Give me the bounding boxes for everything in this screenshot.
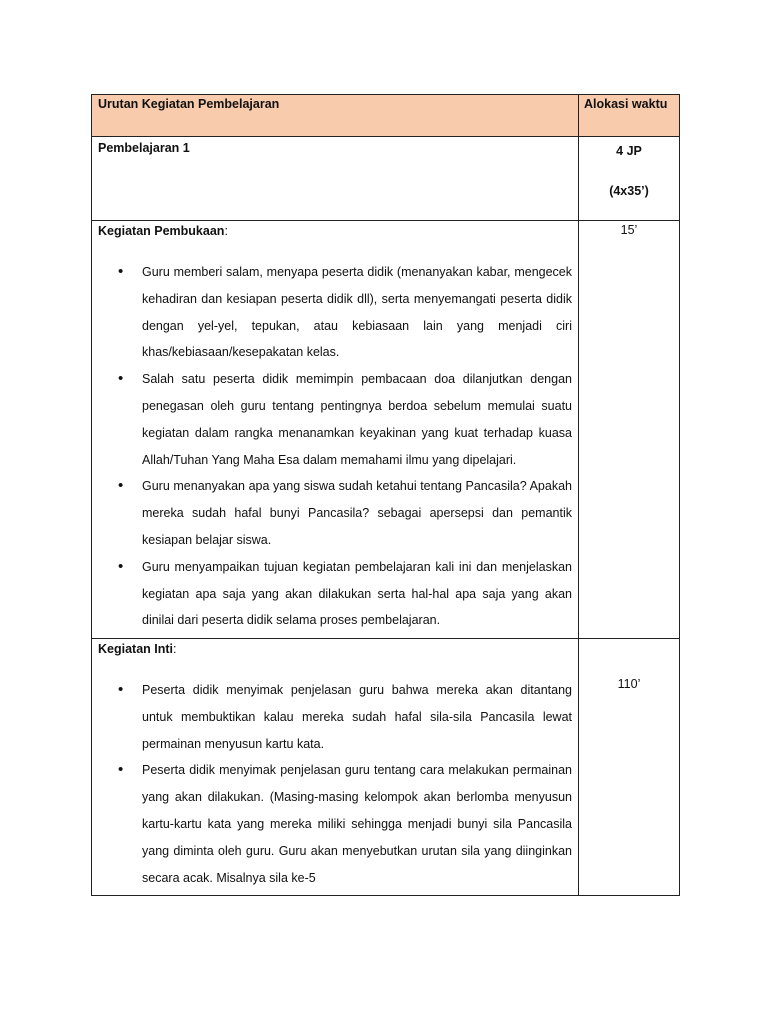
core-title: Kegiatan Inti [98,642,174,656]
opening-row [92,221,680,639]
core-row [92,639,680,896]
lesson-title [92,137,579,221]
list-item: • Guru menanyakan apa yang siswa sudah ketahui tentang Pancasila? Apakah mereka sudah hafal bunyi Pancasila? sebagai apersepsi dan pemantik kesiapan belajar siswa. [142,473,572,553]
lesson-title-text: Pembelajaran 1 [98,141,190,155]
core-heading [98,641,572,657]
lesson-plan-table [91,94,680,896]
lesson-time-detail: (4x35’) [609,184,649,198]
opening-title: Kegiatan Pembukaan [98,224,225,238]
list-item: • Peserta didik menyimak penjelasan guru tentang cara melakukan permainan yang akan dilakukan. (Masing-masing kelompok akan berlomba menyusun kartu-kartu kata yang mereka miliki sehingga menjadi bunyi sila Pancasila yang diminta oleh guru. Guru akan menyebutkan urutan sila yang diinginkan secara acak. Misalnya sila ke-5 [142,757,572,891]
list-item: • Guru memberi salam, menyapa peserta didik (menanyakan kabar, mengecek kehadiran dan kesiapan peserta didik dll), serta menyemangati peserta didik dengan yel-yel, tepukan, atau kebiasaan lain yang menjadi ciri khas/kebiasaan/kesepakatan kelas. [142,259,572,366]
time-column-header: Alokasi waktu [579,95,680,137]
list-item: • Peserta didik menyimak penjelasan guru bahwa mereka akan ditantang untuk membuktikan kalau mereka sudah hafal sila-sila Pancasila lewat permainan menyusun kartu kata. [142,677,572,757]
lesson-time-cell [579,137,680,221]
opening-heading [98,223,572,239]
table-header-row [92,95,680,137]
opening-colon: : [224,224,228,238]
lesson-time-jp: 4 JP [616,144,642,158]
opening-list [98,259,572,634]
core-cell [92,639,579,896]
activity-column-header: Urutan Kegiatan Pembelajaran [92,95,579,137]
core-colon: : [173,642,177,656]
opening-cell [92,221,579,639]
opening-duration: 15’ [579,221,680,639]
core-duration-cell [579,639,680,896]
lesson-row [92,137,680,221]
core-duration: 110’ [617,677,641,691]
list-item: • Guru menyampaikan tujuan kegiatan pembelajaran kali ini dan menjelaskan kegiatan apa saja yang akan dilakukan serta hal-hal apa saja yang akan dinilai dari peserta didik selama proses pembelajaran. [142,554,572,634]
list-item: • Salah satu peserta didik memimpin pembacaan doa dilanjutkan dengan penegasan oleh guru tentang pentingnya berdoa sebelum memulai suatu kegiatan dalam rangka menanamkan keyakinan yang kuat terhadap kuasa Allah/Tuhan Yang Maha Esa dalam memahami ilmu yang dipelajari. [142,366,572,473]
core-list [98,677,572,891]
